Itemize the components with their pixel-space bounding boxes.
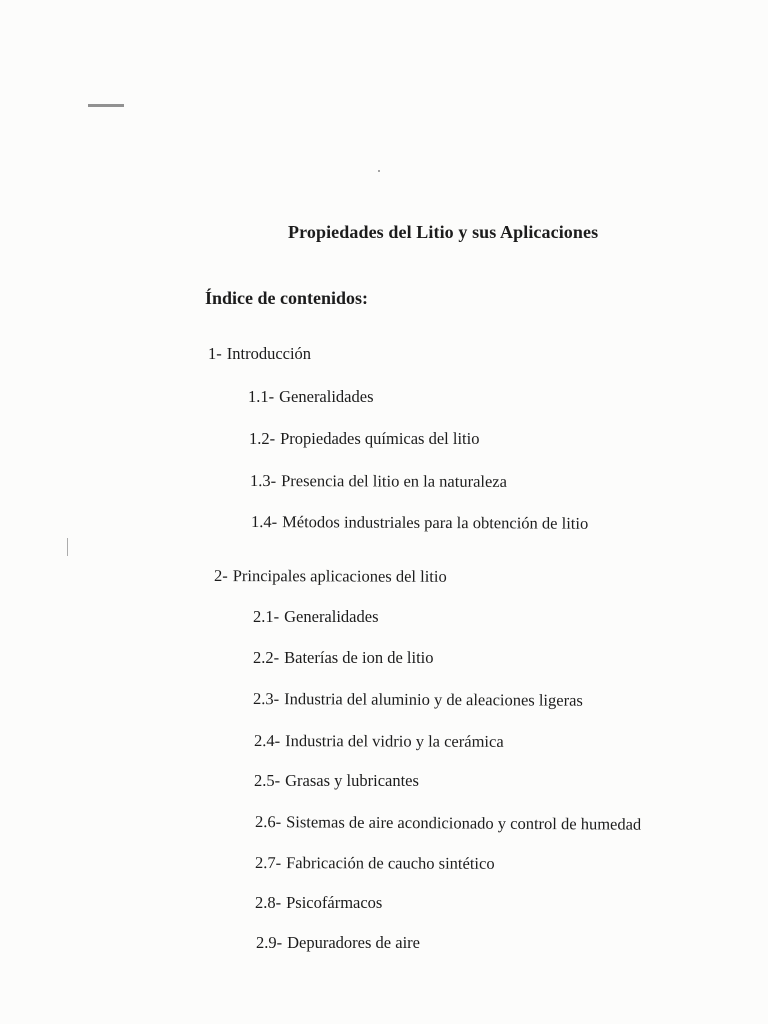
toc-number: 2.9- xyxy=(256,933,283,952)
toc-number: 2.2- xyxy=(253,648,280,667)
toc-section-2 xyxy=(214,566,447,587)
toc-title: Fabricación de caucho sintético xyxy=(286,853,495,873)
toc-number: 2.8- xyxy=(255,893,282,912)
toc-number: 1.2- xyxy=(249,429,276,448)
toc-section-1 xyxy=(208,344,311,364)
toc-item-2-7 xyxy=(255,853,495,874)
toc-title: Depuradores de aire xyxy=(287,933,420,952)
toc-number: 1- xyxy=(208,344,222,363)
toc-number: 1.3- xyxy=(249,471,277,491)
toc-title: Generalidades xyxy=(284,607,379,626)
toc-title: Principales aplicaciones del litio xyxy=(232,566,447,586)
toc-item-1-2 xyxy=(249,429,479,449)
document-title: Propiedades del Litio y sus Aplicaciones xyxy=(288,222,599,242)
scan-artifact xyxy=(67,538,68,556)
toc-title: Propiedades químicas del litio xyxy=(280,429,480,448)
toc-item-2-2 xyxy=(253,648,434,668)
toc-title: Grasas y lubricantes xyxy=(285,771,419,790)
toc-item-2-3 xyxy=(253,689,583,711)
toc-item-2-8 xyxy=(255,893,382,913)
toc-number: 2.5- xyxy=(254,771,281,790)
toc-item-2-4 xyxy=(254,731,504,752)
toc-number: 2.6- xyxy=(254,812,282,832)
toc-title: Introducción xyxy=(226,344,312,363)
toc-title: Generalidades xyxy=(279,387,374,406)
toc-number: 2- xyxy=(213,566,228,586)
scan-artifact xyxy=(88,104,124,107)
toc-title: Presencia del litio en la naturaleza xyxy=(281,471,508,491)
toc-item-1-4 xyxy=(251,512,588,534)
toc-number: 2.3- xyxy=(252,689,280,709)
toc-number: 1.4- xyxy=(250,512,278,532)
toc-number: 2.7- xyxy=(254,853,282,873)
index-heading: Índice de contenidos: xyxy=(205,288,369,308)
toc-number: 2.4- xyxy=(253,731,281,751)
toc-title: Industria del vidrio y la cerámica xyxy=(285,731,504,751)
toc-item-1-1 xyxy=(248,387,374,407)
toc-title: Métodos industriales para la obtención de litio xyxy=(282,512,589,533)
scan-artifact xyxy=(378,170,380,172)
toc-item-2-1 xyxy=(253,607,379,627)
toc-title: Psicofármacos xyxy=(286,893,383,912)
toc-item-2-5 xyxy=(254,771,419,791)
toc-title: Industria del aluminio y de aleaciones ligeras xyxy=(284,689,583,710)
toc-title: Baterías de ion de litio xyxy=(284,648,434,667)
toc-item-1-3 xyxy=(250,471,507,492)
toc-number: 2.1- xyxy=(253,607,280,626)
toc-item-2-6 xyxy=(255,812,641,835)
toc-item-2-9 xyxy=(256,933,420,953)
toc-number: 1.1- xyxy=(248,387,275,406)
toc-title: Sistemas de aire acondicionado y control de humedad xyxy=(286,812,642,834)
